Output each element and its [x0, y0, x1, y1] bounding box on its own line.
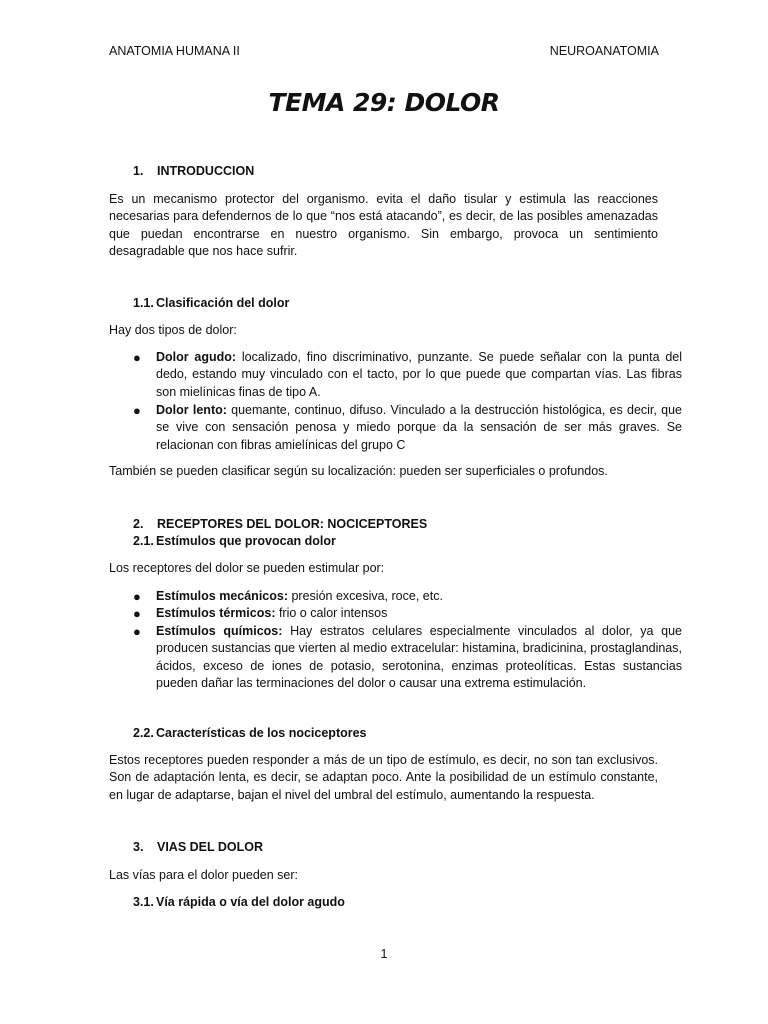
vias-intro: Las vías para el dolor pueden ser:	[109, 868, 299, 882]
caracteristicas-paragraph: Estos receptores pueden responder a más de un tipo de estímulo, es decir, no son tan exclusivos. Son de adaptación lenta, es decir, se adaptan poco. Ante la posibilidad de un estímulo constante, en lugar de adaptarse, bajan el nivel del umbral del estímulo, aumentando la respuesta.	[109, 753, 658, 802]
estimulos-intro: Los receptores del dolor se pueden estimular por:	[109, 561, 385, 575]
heading-number: 2.1.	[133, 534, 154, 548]
heading-text: Clasificación del dolor	[156, 296, 290, 310]
header-left: ANATOMIA HUMANA II	[109, 44, 240, 58]
heading-via-rapida	[133, 894, 345, 911]
heading-text: VIAS DEL DOLOR	[157, 840, 264, 854]
page-number: 1	[380, 947, 388, 961]
list-item-text	[156, 402, 682, 454]
heading-text: INTRODUCCION	[157, 164, 255, 178]
heading-number: 1.	[133, 164, 144, 178]
list-item-text	[156, 623, 682, 693]
definition: Hay estratos celulares especialmente vinculados al dolor, ya que producen sustancias que vierten al medio extracelular: histamina, bradicinina, prostaglandinas, ácidos, exceso de iones de potasio, serotonina, enzimas proteolíticas. Estas sustancias pueden dañar las terminaciones del dolor o causar una extrema estimulación.	[156, 624, 682, 691]
definition: localizado, fino discriminativo, punzante. Se puede señalar con la punta del dedo, estando muy vinculado con el tacto, por lo que puede que compartan vías. Las fibras son mielínicas finas de tipo A.	[156, 350, 683, 399]
list-item-text	[156, 349, 682, 401]
intro-paragraph: Es un mecanismo protector del organismo. evita el daño tisular y estimula las reacciones necesarias para defendernos de lo que “nos está atacando”, es decir, de las posibles amenazadas que puedan encontrarse en nuestro organismo. Sin embargo, provoca un sentimiento desagradable que nos hace sufrir.	[109, 192, 658, 259]
definition: quemante, continuo, difuso. Vinculado a la destrucción histológica, es decir, que se vive con sensación penosa y miedo porque da la sensación de ser más graves. Se relacionan con fibras amielínicas del grupo C	[156, 403, 682, 452]
heading-clasificacion	[133, 295, 289, 312]
list-item-text	[156, 588, 682, 605]
heading-number: 2.2.	[133, 726, 154, 740]
definition: presión excesiva, roce, etc.	[288, 589, 443, 603]
heading-number: 3.	[133, 840, 144, 854]
term: Estímulos mecánicos:	[156, 589, 288, 603]
heading-text: Estímulos que provocan dolor	[156, 534, 336, 548]
heading-text: Características de los nociceptores	[156, 726, 367, 740]
bullet-icon: ●	[133, 403, 141, 418]
clasificacion-outro: También se pueden clasificar según su localización: pueden ser superficiales o profundos.	[109, 464, 608, 478]
term: Dolor lento:	[156, 403, 227, 417]
page-title: TEMA 29: DOLOR	[268, 88, 500, 117]
heading-text: RECEPTORES DEL DOLOR: NOCICEPTORES	[157, 517, 428, 531]
definition: frio o calor intensos	[275, 606, 388, 620]
term: Estímulos térmicos:	[156, 606, 276, 620]
heading-number: 1.1.	[133, 296, 154, 310]
term: Estímulos químicos:	[156, 624, 283, 638]
heading-text: Vía rápida o vía del dolor agudo	[156, 895, 345, 909]
page-header	[109, 44, 659, 60]
bullet-icon: ●	[133, 606, 141, 621]
clasificacion-intro: Hay dos tipos de dolor:	[109, 323, 237, 337]
bullet-icon: ●	[133, 624, 141, 639]
list-item-text	[156, 605, 682, 622]
heading-estimulos	[133, 533, 336, 550]
header-right: NEUROANATOMIA	[549, 44, 659, 58]
term: Dolor agudo:	[156, 350, 237, 364]
bullet-icon: ●	[133, 589, 141, 604]
heading-caracteristicas	[133, 725, 367, 742]
heading-number: 3.1.	[133, 895, 154, 909]
bullet-icon: ●	[133, 350, 141, 365]
heading-number: 2.	[133, 517, 144, 531]
